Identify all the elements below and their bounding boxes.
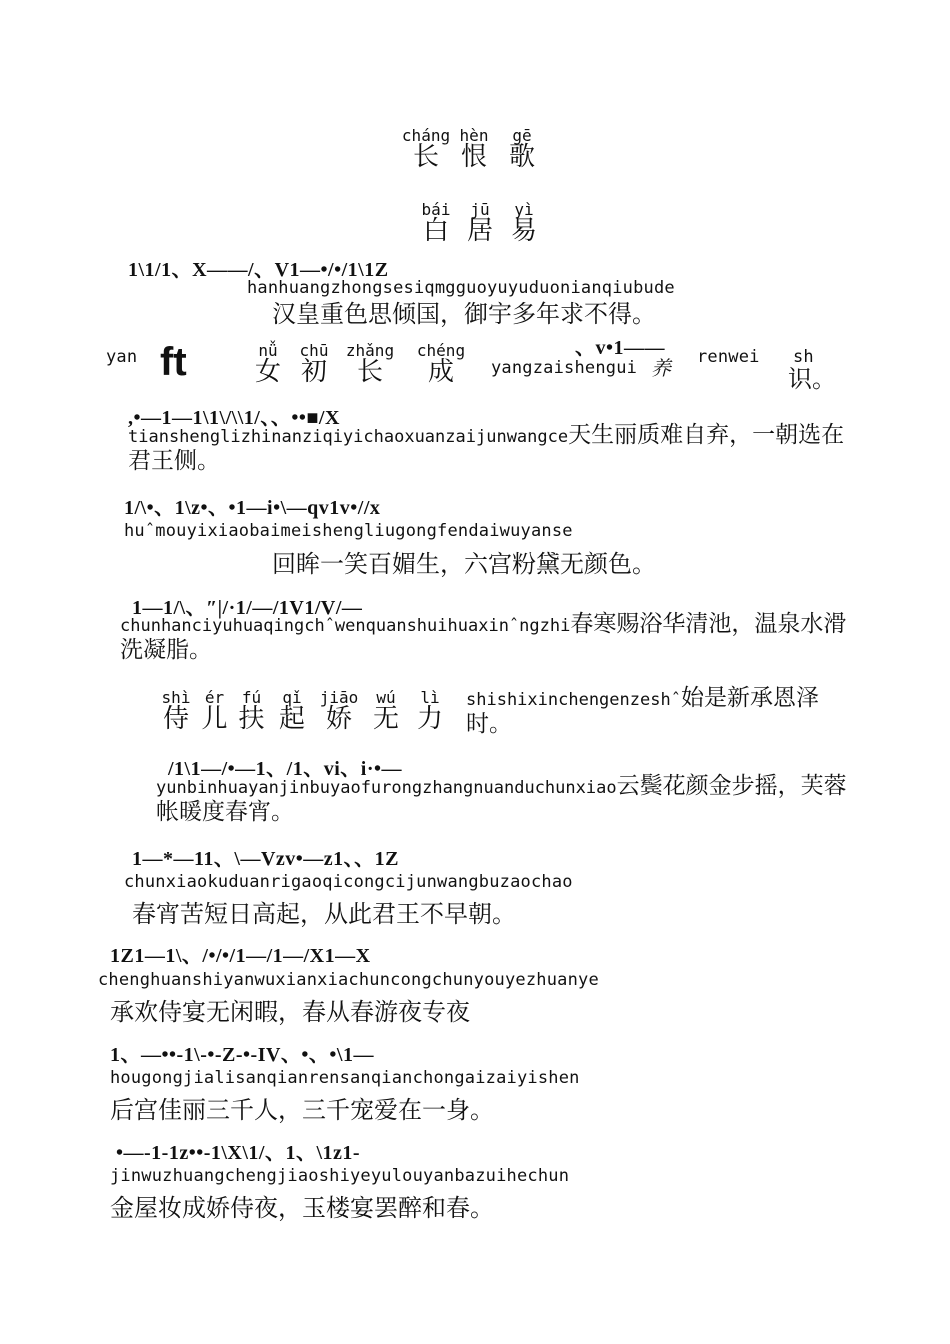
pinyin-line: hanhuangzhongsesiqmgguoyuyuduonianqiubude [247,278,675,298]
author-char-1: bái 白 [421,200,451,246]
verse-line: 天生丽质难自弃，一朝选在君王侧。 [128,422,845,474]
verse-fragment: 养 [651,356,671,380]
title-char-1: cháng 长 [401,126,451,172]
ocr-noise-line: 1Z1—1\、/•/•/1—/1—/X1—X [110,945,371,967]
ruby-verse-segment [245,343,479,385]
author-char-3: yì 易 [510,200,537,246]
ruby-char: chū 初 [299,341,329,387]
verse-line: 承欢侍宴无闲暇，春从春游夜专夜 [110,998,470,1026]
ruby-char: chéng 成 [416,341,466,387]
ruby-char: zhǎng 长 [345,341,395,387]
poem-title [402,128,546,170]
verse-line: 春宵苦短日高起，从此君王不早朝。 [132,900,516,928]
pinyin-fragment: yangzaishengui [491,358,638,378]
ocr-noise-line: 1\1/1、X——/、V1—•/•/1\1Z [128,259,389,281]
verse-line: 汉皇重色思倾国，御宇多年求不得。 [272,300,656,328]
pinyin-line: chunhanciyuhuaqingchˆwenquanshuihuaxinˆngzhi [120,616,571,636]
verse-line: 始是新承恩泽时。 [466,685,819,737]
pinyin-fragment: yan [106,347,138,367]
ruby-char: fú 扶 [238,688,265,734]
ruby-char: nǚ 女 [254,341,281,387]
pinyin-line: chenghuanshiyanwuxianxiachuncongchunyouyezhuanye [98,970,599,990]
ruby-char: lì 力 [416,688,443,734]
ruby-char: wú 无 [372,688,399,734]
pinyin-line: shishixinchengenzeshˆ [466,690,681,710]
verse-line: 春寒赐浴华清池，温泉水滑洗凝脂。 [120,611,847,663]
ocr-noise-line: ,•—1—1\1\/\\1/、、••■/X [128,407,340,429]
ocr-noise-line: /1\1—/•—1、/1、vi、i·•— [168,758,403,780]
pinyin-line: tianshenglizhinanziqiyichaoxuanzaijunwangce [128,427,569,447]
verse-fragment: 识。 [788,365,836,393]
pinyin-line: huˆmouyixiaobaimeishengliugongfendaiwuyanse [124,521,573,541]
author-char-2: jū 居 [466,200,493,246]
ocr-noise-line: 1、—••-1\-•-Z-•-IV、•、•\1— [110,1044,374,1066]
ocr-noise-line: 、v•1—— [575,337,666,359]
verse-block [466,686,846,736]
ocr-noise-line: 1—*—11、\—Vzv•—z1、、1Z [132,848,399,870]
verse-line: 云鬓花颜金步摇，芙蓉帐暖度春宵。 [156,773,847,825]
verse-line: 后宫佳丽三千人，三千宠爱在一身。 [110,1096,494,1124]
ocr-fragment-glyph: ft [160,340,187,384]
pinyin-line: hougongjialisanqianrensanqianchongaizaiyishen [110,1068,580,1088]
verse-line: 回眸一笑百媚生，六宫粉黛无颜色。 [272,550,656,578]
poem-author [414,202,546,244]
ruby-verse-segment [156,690,452,732]
ruby-char: jiāo 娇 [319,688,359,734]
ruby-char: qǐ 起 [278,688,305,734]
pinyin-line: jinwuzhuangchengjiaoshiyeyulouyanbazuihechun [110,1166,570,1186]
ocr-noise-line: 1/\•、1\z•、•1—i•\—qv1v•//x [124,497,381,519]
ruby-char: ér 儿 [201,688,228,734]
pinyin-fragment: sh [793,347,814,367]
verse-line: 金屋妆成娇侍夜，玉楼宴罢醉和春。 [110,1194,494,1222]
pinyin-line: yunbinhuayanjinbuyaofurongzhangnuanduchunxiao [156,778,617,798]
verse-block [128,423,858,473]
verse-block [156,774,860,824]
ocr-noise-line: •—-1-1z••-1\X\1/、1、\1z1- [116,1142,361,1164]
ocr-noise-line: 1—1/\、″|/·1/—/1V1/V/— [132,597,363,619]
title-char-3: gē 歌 [508,126,535,172]
verse-block [120,612,860,662]
pinyin-line: chunxiaokuduanrigaoqicongcijunwangbuzaochao [124,872,573,892]
ruby-char: shì 侍 [161,688,191,734]
pinyin-fragment: renwei [697,347,760,367]
title-char-2: hèn 恨 [459,126,489,172]
